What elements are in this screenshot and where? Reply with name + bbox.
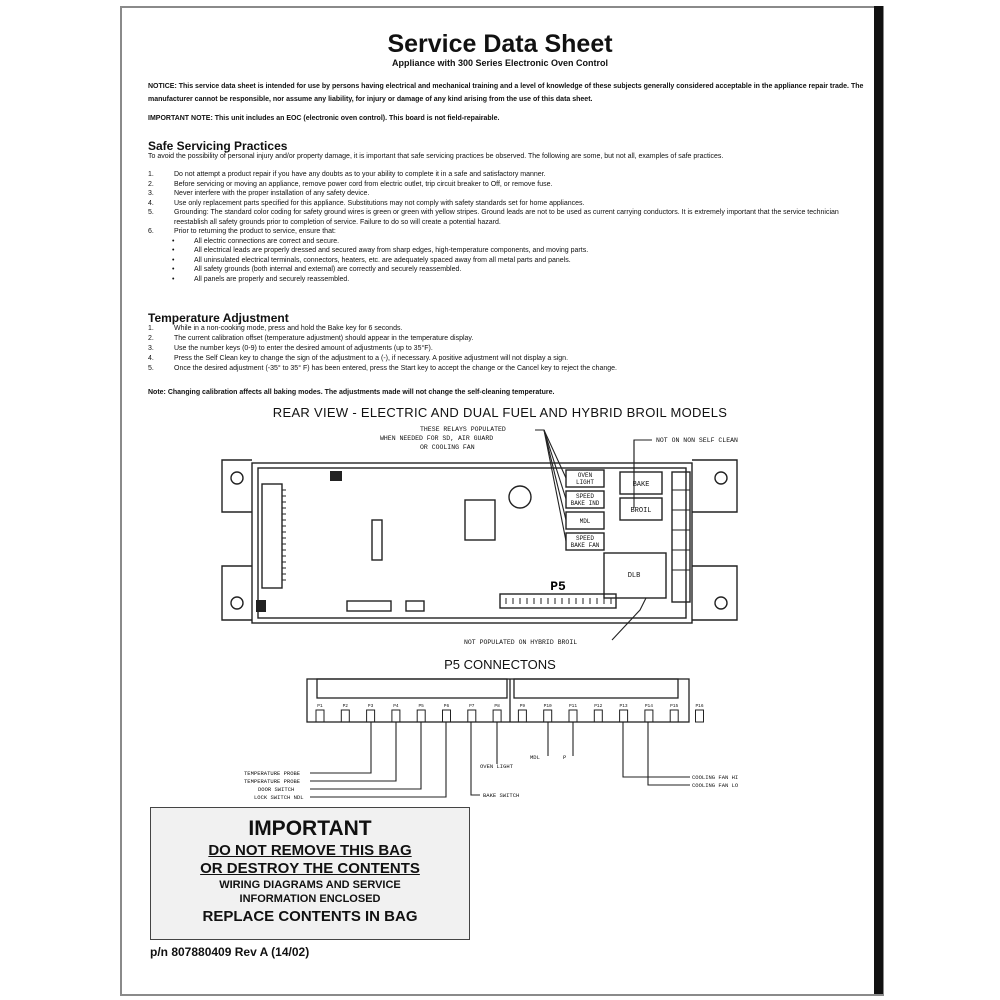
bullet-icon: • [172, 266, 175, 273]
list-item-text: Before servicing or moving an appliance, remove power cord from electric outlet, trip circuit breaker to Off, or remove fuse. [174, 180, 553, 188]
list-item-number: 5. [148, 209, 154, 216]
p5-pin [670, 710, 678, 722]
p5-pin-label: P13 [619, 704, 628, 709]
p5-pin-label: P12 [594, 704, 603, 709]
list-item-number: 5. [148, 365, 154, 372]
important-line-2: OR DESTROY THE CONTENTS [200, 860, 420, 877]
p5-pin [367, 710, 375, 722]
control-board-inner [258, 468, 686, 618]
wire-temperature-probe-2: TEMPERATURE PROBE [244, 778, 301, 785]
relay-label-speed-bake-ind-2: BAKE IND [570, 500, 600, 507]
list-item-number: 2. [148, 335, 154, 342]
wire-temperature-probe-1: TEMPERATURE PROBE [244, 770, 301, 777]
p5-pin-label: P6 [443, 704, 450, 709]
sub-list-item-text: All safety grounds (both internal and external) are correctly and securely reassembled. [194, 266, 462, 273]
component-chip [372, 520, 382, 560]
sub-list-item-text: All panels are properly and securely reassembled. [194, 275, 350, 283]
mount-hole [231, 597, 243, 609]
p5-pin [392, 710, 400, 722]
p5-pin-label: P2 [342, 704, 349, 709]
wire-oven-light: OVEN LIGHT [480, 763, 514, 770]
list-item-number: 6. [148, 228, 154, 235]
bullet-icon: • [172, 275, 175, 283]
relay-label-dlb: DLB [627, 572, 641, 580]
list-item-text: While in a non-cooking mode, press and hold the Bake key for 6 seconds. [174, 325, 403, 332]
safe-servicing-heading: Safe Servicing Practices [148, 139, 288, 153]
p5-pin [341, 710, 349, 722]
wire-lock-switch: LOCK SWITCH NDL [254, 794, 304, 801]
relay-label-speed-bake-ind-1: SPEED [575, 493, 595, 500]
p5-connector [500, 594, 616, 608]
list-item-text: Use only replacement parts specified for this appliance. Substitutions may not comply with safety standards set for home appliances. [174, 199, 585, 207]
list-item-text: Prior to returning the product to service, ensure that: [174, 228, 336, 235]
important-line-5: REPLACE CONTENTS IN BAG [202, 908, 418, 925]
p5-pin [493, 710, 501, 722]
relay-note-line-3: OR COOLING FAN [420, 444, 475, 451]
p5-connections-title: P5 CONNECTONS [444, 657, 556, 672]
bullet-icon: • [172, 256, 175, 264]
part-number: p/n 807880409 Rev A (14/02) [150, 945, 310, 959]
list-item-text: Grounding: The standard color coding for safety ground wires is green or green with yellow stripes. Ground leads are not to be used as current carrying conductors. It is extremely important that the service technician reestablish all safety grounds prior to completion of service. Failure to do so will create a potential hazard. [174, 209, 839, 226]
p5-pin [518, 710, 526, 722]
p5-connector-block [307, 679, 689, 722]
p5-pin-label: P1 [317, 704, 323, 709]
right-terminal-block [672, 472, 690, 602]
list-item-number: 1. [148, 325, 154, 332]
not-hybrid-note: NOT POPULATED ON HYBRID BROIL [464, 639, 578, 646]
wire-door-switch: DOOR SWITCH [258, 786, 295, 793]
list-item-text: Press the Self Clean key to change the sign of the adjustment to a (-), if necessary. A positive adjustment will not display a sign. [174, 355, 569, 362]
temperature-adjustment-heading: Temperature Adjustment [148, 311, 289, 325]
mount-ear-right-bottom [692, 566, 737, 620]
list-item-number: 3. [148, 345, 154, 352]
list-item-number: 3. [148, 190, 154, 197]
list-item-number: 1. [148, 171, 154, 178]
mount-ear-left-bottom [222, 566, 252, 620]
list-item-number: 4. [148, 199, 154, 207]
list-item-text: Do not attempt a product repair if you have any doubts as to your ability to complete it in a safe and satisfactory manner. [174, 171, 546, 178]
list-item-text: Never interfere with the proper installation of any safety device. [174, 190, 370, 197]
wire-mdl: MDL [530, 754, 540, 761]
relay-note-line-2: WHEN NEEDED FOR SD, AIR GUARD [380, 435, 494, 442]
connector-small [406, 601, 424, 611]
page-subtitle: Appliance with 300 Series Electronic Oven Control [391, 58, 609, 68]
board-pad [256, 600, 266, 612]
relay-label-speed-bake-fan-1: SPEED [575, 535, 595, 542]
left-connector [262, 484, 282, 588]
connector-small [347, 601, 391, 611]
relay-label-oven-light-1: OVEN [577, 472, 593, 479]
bullet-icon: • [172, 237, 175, 245]
relay-label-bake: BAKE [632, 481, 650, 489]
important-box [150, 807, 470, 940]
important-line-4: INFORMATION ENCLOSED [239, 893, 381, 905]
list-item-number: 2. [148, 180, 154, 188]
p5-pin [417, 710, 425, 722]
p5-pin [645, 710, 653, 722]
p5-pin-label: P10 [543, 704, 552, 709]
p5-connector-latch-right [514, 679, 678, 698]
page-title: Service Data Sheet [387, 30, 613, 58]
important-note: IMPORTANT NOTE: This unit includes an EOC (electronic oven control). This board is not field-repairable. [148, 115, 500, 122]
p5-pin [443, 710, 451, 722]
p5-pin-label: P16 [695, 704, 704, 709]
mount-hole [231, 472, 243, 484]
p5-connector-latch-left [317, 679, 507, 698]
p5-pin-label: P14 [644, 704, 653, 709]
list-item-number: 4. [148, 355, 154, 362]
p5-pin [594, 710, 602, 722]
important-heading: IMPORTANT [248, 817, 372, 840]
p5-pin-label: P8 [494, 704, 500, 709]
p5-pin-label: P4 [393, 704, 399, 709]
list-item-text: Once the desired adjustment (-35° to 35° F) has been entered, press the Start key to accept the change or the Cancel key to reject the change. [174, 365, 617, 372]
sub-list-item-text: All uninsulated electrical terminals, connectors, heaters, etc. are adequately spaced away from all metal parts and panels. [194, 256, 571, 264]
p5-pin [620, 710, 628, 722]
wire-cooling-fan-hi: COOLING FAN HI [692, 774, 739, 781]
p5-pin [544, 710, 552, 722]
p5-pin [696, 710, 704, 722]
mount-ear-right-top [692, 460, 737, 512]
notice-paragraph: NOTICE: This service data sheet is intended for use by persons having electrical and mechanical training and a level of knowledge of these subjects generally considered acceptable in the appliance repair trade. The manufacturer cannot be responsible, nor assume any liability, for injury or damage of any kind arising from the use of this data sheet. [148, 83, 864, 103]
list-item-text: The current calibration offset (temperature adjustment) should appear in the temperature display. [174, 335, 474, 342]
relay-label-speed-bake-fan-2: BAKE FAN [570, 542, 600, 549]
bullet-icon: • [172, 247, 175, 254]
important-line-3: WIRING DIAGRAMS AND SERVICE [219, 879, 401, 891]
control-board-outline [252, 463, 692, 623]
sub-list-item-text: All electrical leads are properly dressed and secured away from sharp edges, high-temperature components, and moving parts. [194, 247, 589, 254]
wire-p: P [563, 754, 567, 761]
board-pad [330, 471, 342, 481]
relay-note-line-1: THESE RELAYS POPULATED [420, 426, 506, 433]
p5-pin-label: P9 [519, 704, 526, 709]
important-line-1: DO NOT REMOVE THIS BAG [208, 842, 412, 859]
list-item-text: Use the number keys (0-9) to enter the desired amount of adjustments (up to 35°F). [174, 345, 433, 352]
component-capacitor [509, 486, 531, 508]
relay-label-broil: BROIL [630, 507, 652, 515]
mount-hole [715, 472, 727, 484]
calibration-note: Note: Changing calibration affects all baking modes. The adjustments made will not change the self-cleaning temperature. [148, 389, 555, 396]
p5-pin-label: P15 [670, 704, 679, 709]
component-chip [465, 500, 495, 540]
p5-pin [316, 710, 324, 722]
p5-pin-label: P11 [568, 704, 578, 709]
p5-pin-label: P3 [367, 704, 374, 709]
mount-ear-left-top [222, 460, 252, 512]
wire-cooling-fan-lo: COOLING FAN LO [692, 782, 739, 789]
p5-pin-label: P7 [469, 704, 475, 709]
p5-pin [569, 710, 577, 722]
rear-view-title: REAR VIEW - ELECTRIC AND DUAL FUEL AND HYBRID BROIL MODELS [272, 405, 728, 420]
safe-servicing-intro: To avoid the possibility of personal injury and/or property damage, it is important that safe servicing practices be observed. The following are some, but not all, examples of safe practices. [148, 153, 724, 160]
sub-list-item-text: All electric connections are correct and secure. [194, 237, 340, 245]
p5-pin [468, 710, 476, 722]
p5-pin-label: P5 [418, 704, 424, 709]
wire-bake-switch: BAKE SWITCH [483, 792, 520, 799]
relay-label-oven-light-2: LIGHT [575, 479, 595, 486]
relay-label-mdl: MDL [579, 518, 591, 525]
not-self-clean-note: NOT ON NON SELF CLEAN [656, 437, 738, 444]
p5-label: P5 [550, 579, 566, 594]
mount-hole [715, 597, 727, 609]
